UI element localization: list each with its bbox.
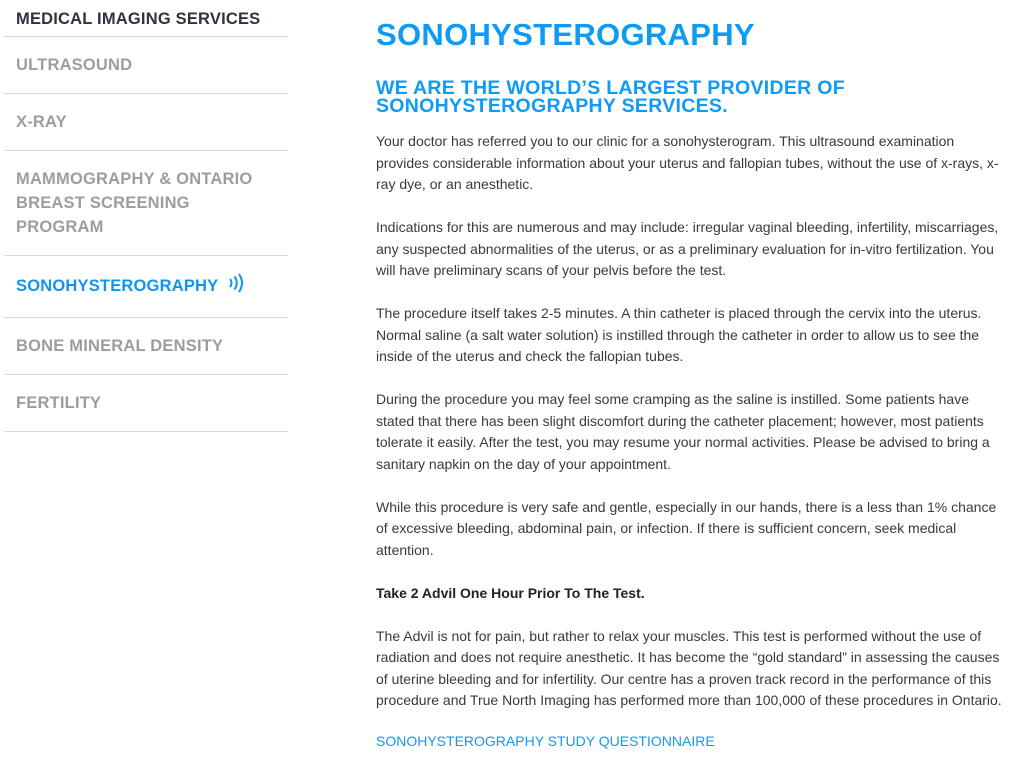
- sidebar-item-fertility[interactable]: FERTILITY: [4, 375, 288, 432]
- sidebar-item-ultrasound[interactable]: ULTRASOUND: [4, 37, 288, 94]
- paragraph-during-procedure: During the procedure you may feel some cramping as the saline is instilled. Some patients have stated that there has been slight discomfort during the catheter placement; however, most patients tolerate it easily. After the test, you may resume your normal activities. Please be advised to bring a sanitary napkin on the day of your appointment.: [376, 391, 990, 472]
- page-subtitle: WE ARE THE WORLD’S LARGEST PROVIDER OF SONOHYSTEROGRAPHY SERVICES.: [376, 77, 845, 117]
- advil-instruction: Take 2 Advil One Hour Prior To The Test.: [376, 584, 645, 601]
- paragraph-indications: Indications for this are numerous and may include: irregular vaginal bleeding, infertility, miscarriages, any suspected abnormalities of the uterus, or as a preliminary evaluation for in-vitro fertilization. You will have preliminary scans of your pelvis before the test.: [376, 219, 999, 278]
- sidebar-item-label: SONOHYSTEROGRAPHY: [16, 276, 219, 295]
- paragraph-safety: While this procedure is very safe and gentle, especially in our hands, there is a less than 1% chance of excessive bleeding, abdominal pain, or infection. If there is sufficient concern, seek medical attention.: [376, 498, 997, 558]
- paragraph-procedure: The procedure itself takes 2-5 minutes. A thin catheter is placed through the cervix into the uterus. Normal saline (a salt water solution) is instilled through the catheter in order to allow us to see the inside of the uterus and check the fallopian tubes.: [376, 305, 982, 364]
- sidebar-title: MEDICAL IMAGING SERVICES: [4, 0, 288, 37]
- questionnaire-link[interactable]: SONOHYSTEROGRAPHY STUDY QUESTIONNAIRE: [376, 732, 715, 749]
- sidebar-item-bone-mineral-density[interactable]: BONE MINERAL DENSITY: [4, 318, 288, 375]
- main-content: [376, 0, 1006, 749]
- sidebar-item-x-ray[interactable]: X-RAY: [4, 94, 288, 151]
- page-title: SONOHYSTEROGRAPHY: [376, 17, 755, 52]
- sidebar-item-sonohysterography[interactable]: [4, 256, 288, 318]
- paragraph-intro: Your doctor has referred you to our clinic for a sonohysterogram. This ultrasound examination provides considerable information about your uterus and fallopian tubes, without the use of x-rays, x-ray dye, or an anesthetic.: [376, 133, 999, 192]
- sidebar-item-mammography[interactable]: MAMMOGRAPHY & ONTARIO BREAST SCREENING PROGRAM: [4, 151, 288, 256]
- sound-waves-icon: [227, 272, 247, 301]
- paragraph-advil-info: The Advil is not for pain, but rather to relax your muscles. This test is performed without the use of radiation and does not require anesthetic. It has become the “gold standard” in assessing the causes of uterine bleeding and for infertility. Our centre has a proven track record in the performance of this procedure and True North Imaging has performed more than 100,000 of these procedures in Ontario.: [376, 627, 1002, 708]
- sidebar-nav: [4, 0, 288, 432]
